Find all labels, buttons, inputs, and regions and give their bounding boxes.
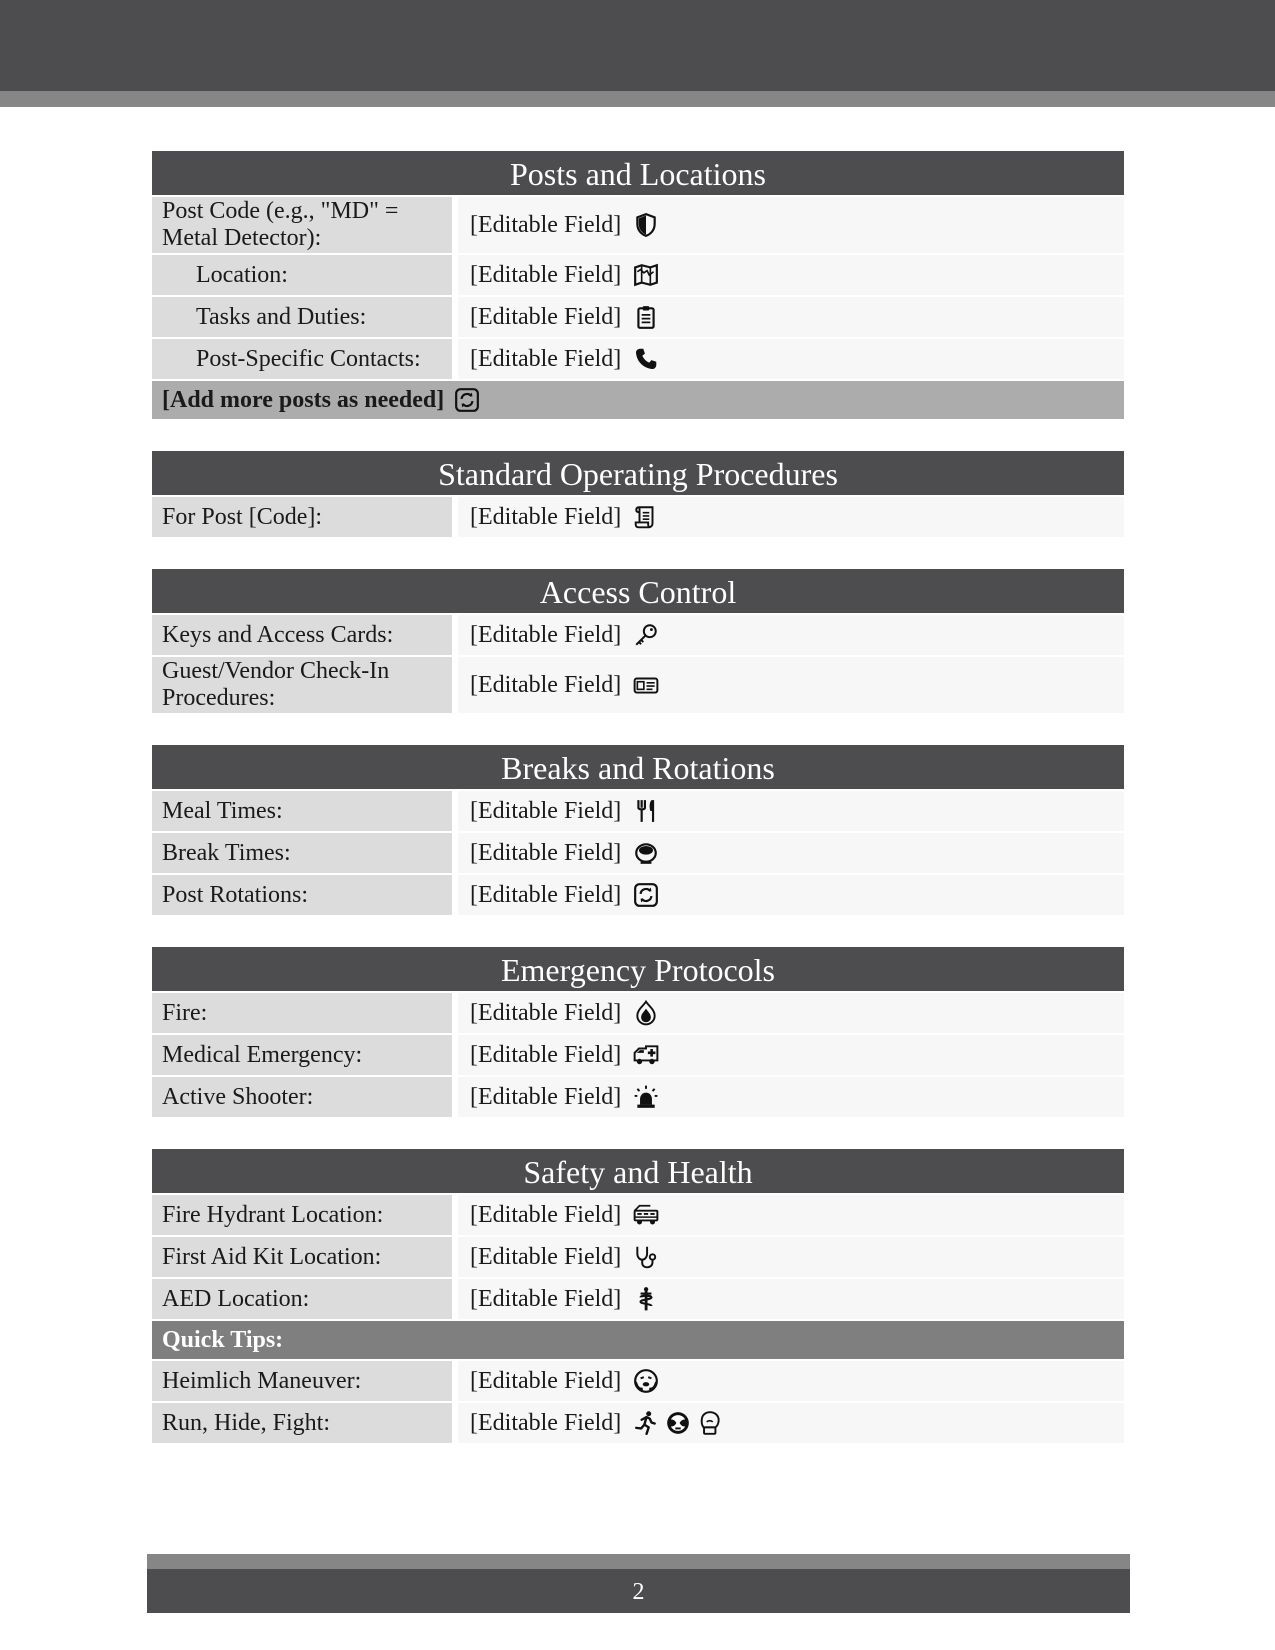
editable-field[interactable]: [Editable Field]: [470, 303, 622, 330]
editable-field[interactable]: [Editable Field]: [470, 1083, 622, 1110]
header-bar: [0, 0, 1275, 91]
row-value-cell: [458, 1035, 1124, 1075]
section-access-control: [152, 569, 1124, 713]
table-row: [152, 1279, 1124, 1319]
table-row: [152, 1035, 1124, 1075]
quick-tips-band: [152, 1321, 1124, 1359]
ambulance-icon: [633, 1042, 659, 1068]
row-label: Fire:: [152, 993, 452, 1033]
table-row: [152, 197, 1124, 253]
running-person-icon: [633, 1410, 659, 1436]
choking-face-icon: [633, 1368, 659, 1394]
footer-stripe: [147, 1554, 1130, 1569]
row-value-cell: [458, 1237, 1124, 1277]
row-value-cell: [458, 875, 1124, 915]
row-label: Break Times:: [152, 833, 452, 873]
editable-field[interactable]: [Editable Field]: [470, 881, 622, 908]
row-value-cell: [458, 833, 1124, 873]
map-icon: [633, 262, 659, 288]
editable-field[interactable]: [Editable Field]: [470, 1201, 622, 1228]
table-row: [152, 297, 1124, 337]
editable-field[interactable]: [Editable Field]: [470, 797, 622, 824]
rotate-icon: [633, 882, 659, 908]
phone-icon: [633, 346, 659, 372]
fire-truck-icon: [633, 1202, 659, 1228]
table-row: [152, 255, 1124, 295]
row-value-cell: [458, 1195, 1124, 1235]
add-more-posts-label: [Add more posts as needed]: [162, 386, 445, 413]
table-row: [152, 657, 1124, 713]
row-label: Tasks and Duties:: [152, 297, 452, 337]
section-title: Posts and Locations: [152, 151, 1124, 195]
quick-tips-label: Quick Tips:: [162, 1326, 284, 1353]
section-title: Access Control: [152, 569, 1124, 613]
rotate-icon: [454, 387, 480, 413]
table-row: [152, 1195, 1124, 1235]
editable-field[interactable]: [Editable Field]: [470, 621, 622, 648]
section-posts-and-locations: [152, 151, 1124, 419]
section-emergency-protocols: [152, 947, 1124, 1117]
coffee-icon: [633, 840, 659, 866]
row-label: Post Rotations:: [152, 875, 452, 915]
table-row: [152, 791, 1124, 831]
row-label: Run, Hide, Fight:: [152, 1403, 452, 1443]
row-value-cell: [458, 993, 1124, 1033]
stethoscope-icon: [633, 1244, 659, 1270]
table-row: [152, 993, 1124, 1033]
boxing-glove-icon: [697, 1410, 723, 1436]
row-value-cell: [458, 497, 1124, 537]
section-safety-and-health: [152, 1149, 1124, 1443]
row-label: Keys and Access Cards:: [152, 615, 452, 655]
row-value-cell: [458, 1361, 1124, 1401]
row-label: Post-Specific Contacts:: [152, 339, 452, 379]
table-row: [152, 1361, 1124, 1401]
row-label: Meal Times:: [152, 791, 452, 831]
clipboard-icon: [633, 304, 659, 330]
section-title: Breaks and Rotations: [152, 745, 1124, 789]
editable-field[interactable]: [Editable Field]: [470, 1243, 622, 1270]
table-row: [152, 833, 1124, 873]
utensils-icon: [633, 798, 659, 824]
table-row: [152, 1237, 1124, 1277]
section-title: Standard Operating Procedures: [152, 451, 1124, 495]
table-row: [152, 339, 1124, 379]
document-body: [152, 151, 1124, 1475]
row-value-cell: [458, 297, 1124, 337]
editable-field[interactable]: [Editable Field]: [470, 1041, 622, 1068]
row-label: First Aid Kit Location:: [152, 1237, 452, 1277]
siren-icon: [633, 1084, 659, 1110]
section-standard-operating-procedures: [152, 451, 1124, 537]
editable-field[interactable]: [Editable Field]: [470, 1367, 622, 1394]
row-value-cell: [458, 791, 1124, 831]
row-label: Location:: [152, 255, 452, 295]
page-number: 2: [632, 1579, 645, 1605]
row-label: Guest/Vendor Check-In Procedures:: [152, 657, 452, 713]
row-value-cell: [458, 1403, 1124, 1443]
table-row: [152, 1077, 1124, 1117]
editable-field[interactable]: [Editable Field]: [470, 839, 622, 866]
add-more-posts-band: [152, 381, 1124, 419]
table-row: [152, 497, 1124, 537]
row-value-cell: [458, 197, 1124, 253]
table-row: [152, 875, 1124, 915]
editable-field[interactable]: [Editable Field]: [470, 999, 622, 1026]
row-value-cell: [458, 339, 1124, 379]
row-value-cell: [458, 1077, 1124, 1117]
table-row: [152, 615, 1124, 655]
row-label: Medical Emergency:: [152, 1035, 452, 1075]
editable-field[interactable]: [Editable Field]: [470, 1409, 622, 1436]
section-title: Emergency Protocols: [152, 947, 1124, 991]
editable-field[interactable]: [Editable Field]: [470, 671, 622, 698]
footer-bar: [147, 1569, 1130, 1613]
row-label: Fire Hydrant Location:: [152, 1195, 452, 1235]
section-title: Safety and Health: [152, 1149, 1124, 1193]
header-stripe: [0, 91, 1275, 107]
shield-icon: [633, 212, 659, 238]
editable-field[interactable]: [Editable Field]: [470, 345, 622, 372]
key-icon: [633, 622, 659, 648]
row-label: For Post [Code]:: [152, 497, 452, 537]
editable-field[interactable]: [Editable Field]: [470, 1285, 622, 1312]
medical-staff-icon: [633, 1286, 659, 1312]
row-label: Post Code (e.g., "MD" = Metal Detector):: [152, 197, 452, 253]
flame-icon: [633, 1000, 659, 1026]
hiding-face-icon: [665, 1410, 691, 1436]
row-label: Heimlich Maneuver:: [152, 1361, 452, 1401]
editable-field[interactable]: [Editable Field]: [470, 503, 622, 530]
row-value-cell: [458, 1279, 1124, 1319]
editable-field[interactable]: [Editable Field]: [470, 211, 622, 238]
section-breaks-and-rotations: [152, 745, 1124, 915]
id-card-icon: [633, 672, 659, 698]
row-value-cell: [458, 255, 1124, 295]
table-row: [152, 1403, 1124, 1443]
row-value-cell: [458, 657, 1124, 713]
row-label: AED Location:: [152, 1279, 452, 1319]
row-label: Active Shooter:: [152, 1077, 452, 1117]
editable-field[interactable]: [Editable Field]: [470, 261, 622, 288]
scroll-icon: [633, 504, 659, 530]
row-value-cell: [458, 615, 1124, 655]
